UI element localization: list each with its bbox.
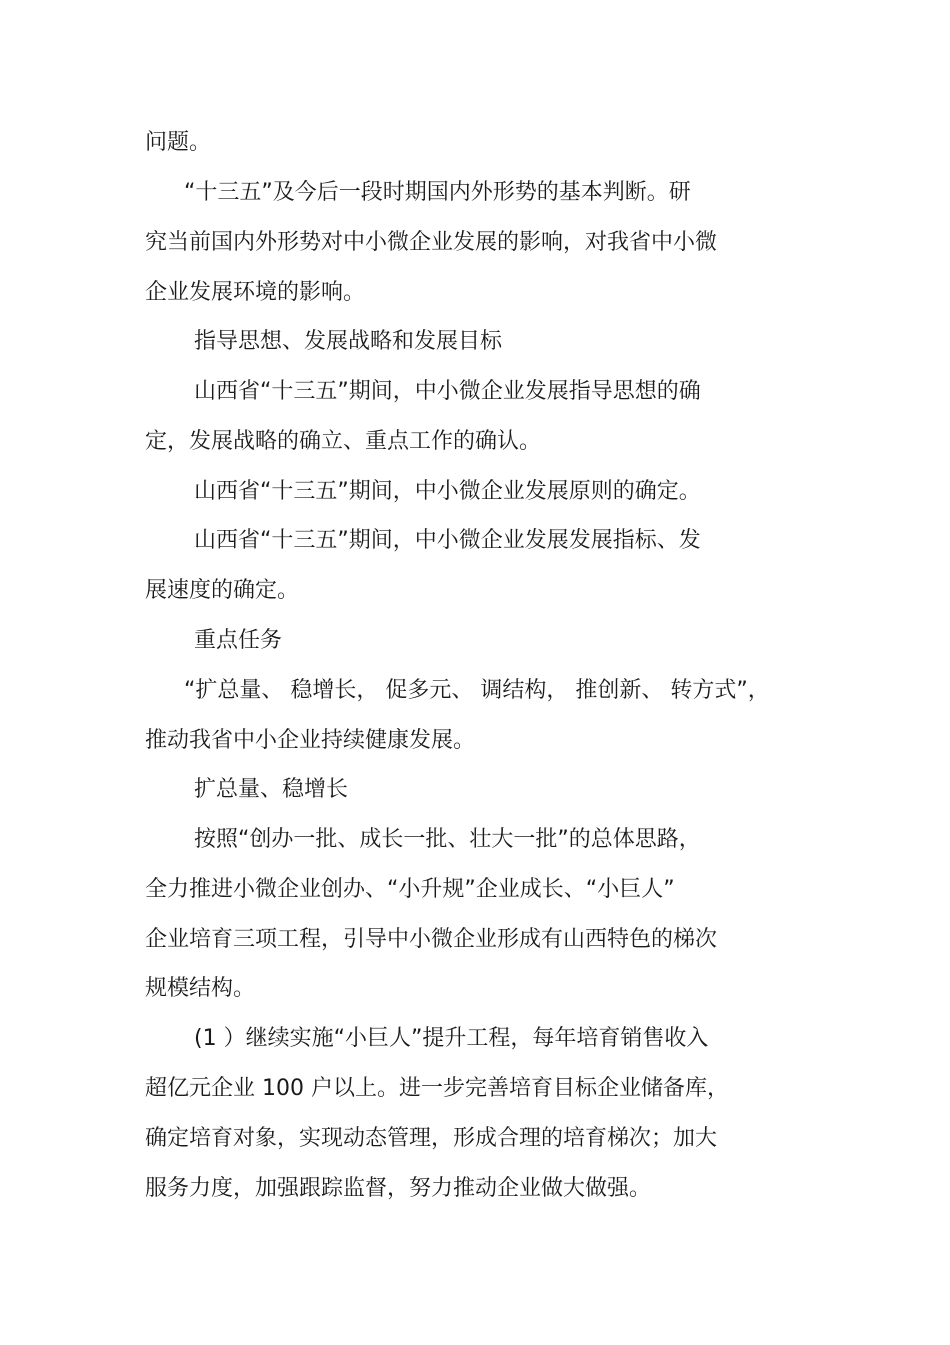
paragraph-line: 全力推进小微企业创办、“小升规”企业成长、“小巨人” xyxy=(145,877,675,902)
paragraph-line: 究当前国内外形势对中小微企业发展的影响，对我省中小微 xyxy=(145,230,718,255)
section-heading: 扩总量、稳增长 xyxy=(194,777,349,802)
paragraph-line: 展速度的确定。 xyxy=(145,578,300,603)
paragraph-line: 问题。 xyxy=(145,130,212,155)
section-heading: 指导思想、发展战略和发展目标 xyxy=(194,329,503,354)
paragraph-line: 规模结构。 xyxy=(145,976,256,1001)
paragraph-line: 企业培育三项工程，引导中小微企业形成有山西特色的梯次 xyxy=(145,927,718,952)
paragraph-line: (1 ）继续实施“小巨人”提升工程，每年培育销售收入 xyxy=(194,1026,709,1051)
paragraph-line: 定，发展战略的确立、重点工作的确认。 xyxy=(145,429,542,454)
paragraph-line: 山西省“十三五”期间，中小微企业发展发展指标、发 xyxy=(194,528,701,553)
paragraph-line: 服务力度，加强跟踪监督，努力推动企业做大做强。 xyxy=(145,1176,652,1201)
paragraph-line: 山西省“十三五”期间，中小微企业发展原则的确定。 xyxy=(194,479,701,504)
paragraph-line: 按照“创办一批、成长一批、壮大一批”的总体思路， xyxy=(194,827,701,852)
paragraph-line: 山西省“十三五”期间，中小微企业发展指导思想的确 xyxy=(194,379,701,404)
paragraph-line: 推动我省中小企业持续健康发展。 xyxy=(145,728,476,753)
paragraph-line: “十三五”及今后一段时期国内外形势的基本判断。研 xyxy=(184,180,691,205)
paragraph-line: 企业发展环境的影响。 xyxy=(145,280,366,305)
paragraph-line: 超亿元企业 100 户以上。进一步完善培育目标企业储备库， xyxy=(145,1076,729,1101)
section-heading: 重点任务 xyxy=(194,628,283,653)
paragraph-line: “扩总量、 稳增长， 促多元、 调结构， 推创新、 转方式”， xyxy=(184,678,770,703)
paragraph-line: 确定培育对象，实现动态管理，形成合理的培育梯次；加大 xyxy=(145,1126,718,1151)
